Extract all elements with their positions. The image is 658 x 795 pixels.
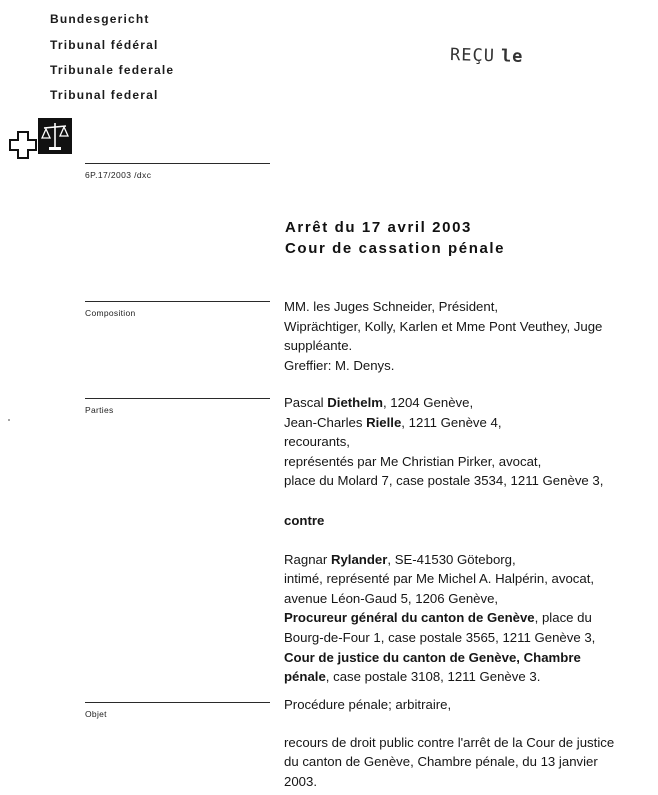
reference-number: 6P.17/2003 /dxc (85, 170, 152, 180)
received-stamp (450, 45, 524, 67)
court-name-de: Bundesgericht (50, 12, 150, 26)
objet-rule (85, 702, 270, 703)
objet-label: Objet (85, 709, 107, 719)
composition-line: suppléante. (284, 338, 353, 354)
received-stamp-suffix: le (500, 46, 524, 67)
objet-description: 2003. (284, 773, 318, 789)
court-division: Cour de cassation pénale (285, 240, 506, 257)
court-name-fr: Tribunal fédéral (50, 38, 159, 52)
party-first-name: Ragnar (284, 551, 328, 567)
party-last-name: Rylander (330, 551, 388, 567)
representation-line: représentés par Me Christian Pirker, avocat, (284, 453, 542, 469)
composition-line: Wiprächtiger, Kolly, Karlen et Mme Pont Veuthey, Juge (284, 318, 603, 334)
party-address: , 1211 Genève 4, (401, 414, 502, 430)
objet-description: recours de droit public contre l'arrêt de la Cour de justice (284, 734, 615, 750)
procureur-address: Bourg-de-Four 1, case postale 3565, 1211 Genève 3, (284, 629, 596, 645)
cour-line (284, 648, 654, 668)
cour-line-2 (284, 667, 654, 687)
party-first-name: Jean-Charles (284, 414, 363, 430)
received-stamp-word: REÇU (449, 45, 496, 67)
swiss-cross-scales-logo-icon (6, 116, 72, 168)
parties-block (284, 393, 654, 687)
court-name-rm: Tribunal federal (50, 88, 159, 102)
recourants-label: recourants, (284, 434, 350, 450)
cour-name-end: pénale (284, 669, 326, 685)
scan-speck (8, 419, 10, 421)
party-first-name: Pascal (284, 395, 324, 410)
procureur-address-start: , place du (534, 610, 592, 626)
representation-address: place du Molard 7, case postale 3534, 1211 Genève 3, (284, 473, 604, 489)
party-intime (284, 550, 654, 570)
party-recourant-2 (284, 413, 654, 433)
party-recourant-1 (284, 393, 654, 413)
court-name-it: Tribunale federale (50, 63, 175, 77)
procureur-line (284, 608, 654, 628)
cour-address: , case postale 3108, 1211 Genève 3. (325, 669, 541, 685)
procureur-name: Procureur général du canton de Genève (284, 610, 535, 626)
party-address: , 1204 Genève, (382, 395, 474, 410)
decision-title: Arrêt du 17 avril 2003 (285, 219, 472, 236)
party-last-name: Diethelm (327, 395, 383, 410)
intime-line: intimé, représenté par Me Michel A. Halpérin, avocat, (284, 571, 595, 587)
composition-label: Composition (85, 308, 136, 318)
party-last-name: Rielle (366, 414, 402, 430)
intime-line: avenue Léon-Gaud 5, 1206 Genève, (284, 590, 499, 606)
contre-text: contre (284, 512, 325, 528)
parties-rule (85, 398, 270, 399)
composition-rule (85, 301, 270, 302)
parties-label: Parties (85, 405, 114, 415)
contre-label (284, 511, 654, 531)
cour-name: Cour de justice du canton de Genève, Chambre (284, 649, 581, 665)
composition-line: MM. les Juges Schneider, Président, (284, 299, 499, 314)
party-address: , SE-41530 Göteborg, (387, 551, 516, 567)
composition-block (284, 297, 654, 375)
objet-description: du canton de Genève, Chambre pénale, du 13 janvier (284, 754, 598, 770)
objet-block (284, 695, 654, 791)
composition-line: Greffier: M. Denys. (284, 357, 395, 373)
objet-summary: Procédure pénale; arbitraire, (284, 697, 452, 712)
reference-rule (85, 163, 270, 164)
